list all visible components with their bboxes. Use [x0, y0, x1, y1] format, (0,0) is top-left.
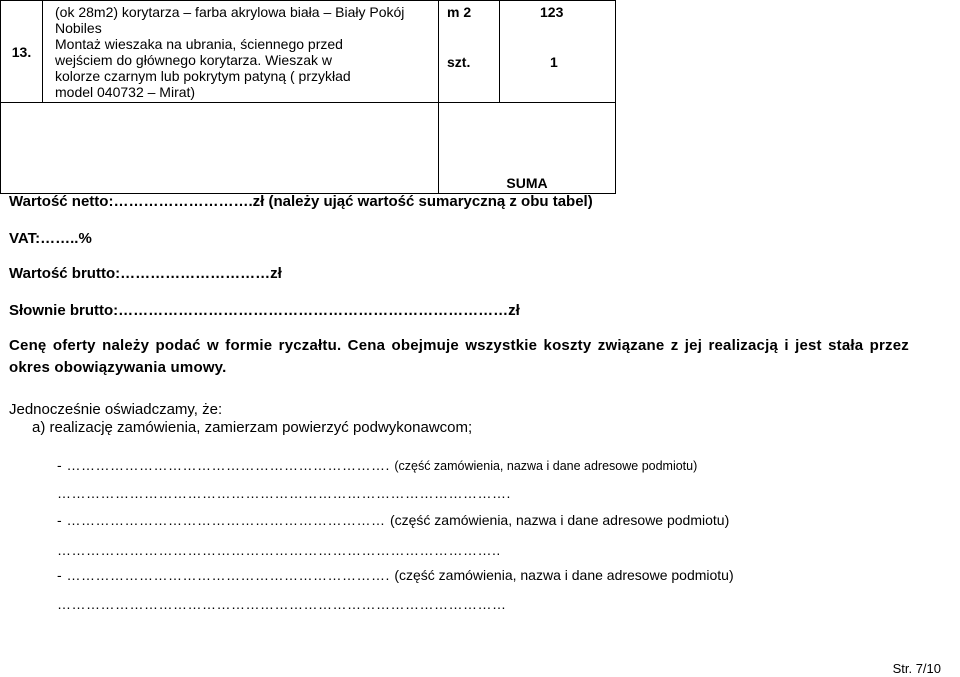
sub-line-3 [57, 567, 734, 583]
page-number: Str. 7/10 [892, 661, 941, 676]
vat-line: VAT:……..% [9, 230, 92, 247]
sum-row [1, 103, 616, 194]
dots-continuation: ……………………………………………………………………………….. [57, 542, 501, 558]
sub-line-1 [57, 457, 697, 473]
qty-1: 123 [540, 3, 564, 20]
point-a: a) realizację zamówienia, zamierzam powierzyć podwykonawcom; [32, 419, 473, 436]
description-line: model 040732 – Mirat) [55, 83, 196, 100]
dots-continuation: ………………………………………………………………………………… [57, 596, 507, 612]
sub-line-label: (część zamówienia, nazwa i dane adresowe podmiotu) [394, 459, 698, 473]
declare-text: Jednocześnie oświadczamy, że: [9, 401, 223, 418]
description-line: Nobiles [55, 19, 102, 36]
description-line: Montaż wieszaka na ubrania, ściennego przed [55, 35, 343, 52]
row-description [43, 1, 439, 103]
description-line: (ok 28m2) korytarza – farba akrylowa biała – Biały Pokój [55, 3, 405, 20]
table-row [1, 1, 616, 103]
description-line: wejściem do głównego korytarza. Wieszak w [55, 51, 332, 68]
unit-2: szt. [447, 53, 471, 70]
qty-2: 1 [550, 53, 558, 70]
unit-1: m 2 [447, 3, 472, 20]
dots-field: - …………………………………………………………. [57, 567, 390, 583]
sub-line-label: (część zamówienia, nazwa i dane adresowe podmiotu) [394, 567, 734, 583]
netto-line: Wartość netto:……………………….zł (należy ująć wartość sumaryczną z obu tabel) [9, 193, 593, 210]
ryczalt-text: Cenę oferty należy podać w formie ryczałtu. Cena obejmuje wszystkie koszty związane z jej realizacją i jest stała przez okres obowiązywania umowy. [9, 337, 909, 376]
dots-continuation: …………………………………………………………………………………. [57, 485, 511, 501]
slownie-line: Słownie brutto:……………………………………………………………………zł [9, 302, 520, 319]
items-table [0, 0, 616, 194]
dots-field: - ………………………………………………………… [57, 512, 386, 528]
description-line: kolorze czarnym lub pokrytym patyną ( przykład [55, 67, 351, 84]
brutto-line: Wartość brutto:…………………………zł [9, 265, 282, 282]
row-quantity [500, 1, 616, 103]
sub-line-2 [57, 512, 729, 528]
row-number: 13. [1, 1, 43, 103]
sub-line-label: (część zamówienia, nazwa i dane adresowe podmiotu) [389, 512, 730, 528]
sum-label: SUMA [439, 103, 616, 194]
dots-field: - …………………………………………………………. [57, 457, 390, 473]
row-unit [439, 1, 500, 103]
